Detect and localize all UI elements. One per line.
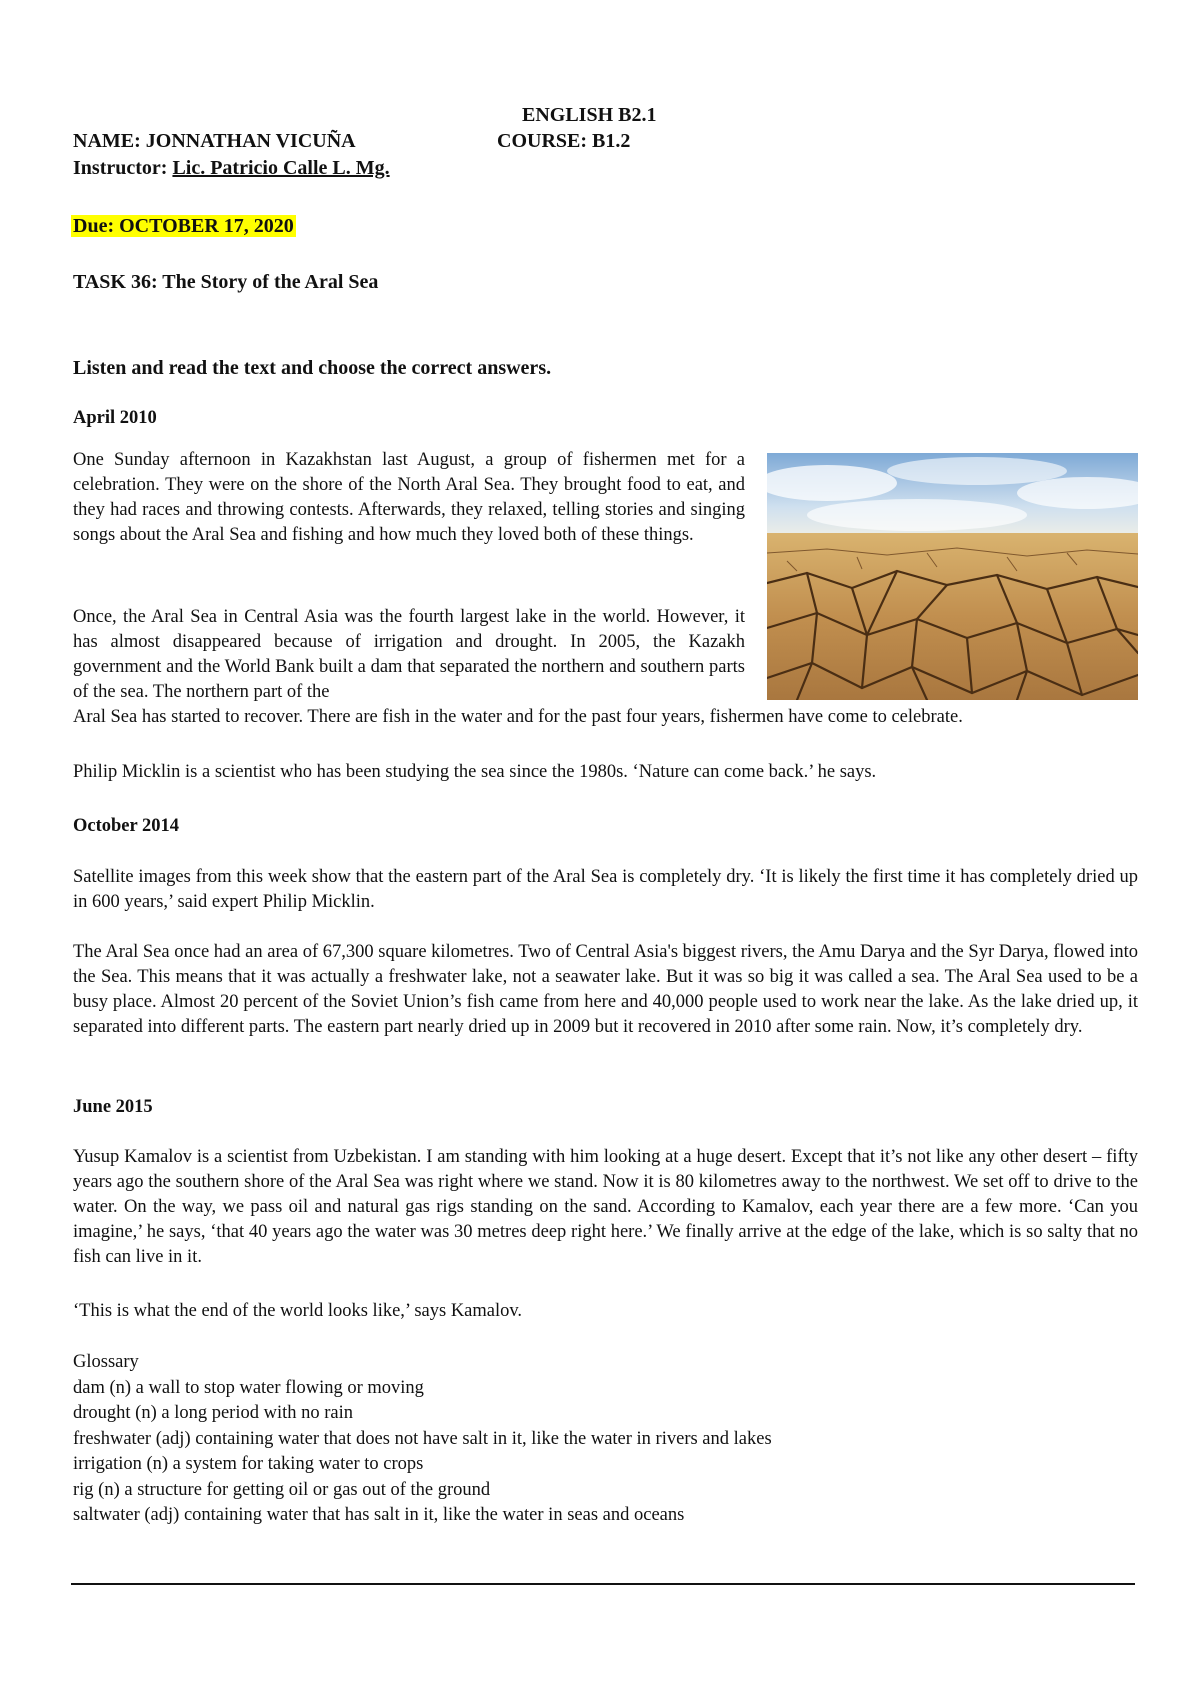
paragraph: One Sunday afternoon in Kazakhstan last August, a group of fishermen met for a celebration. They were on the shore of the North Aral Sea. They brought food to eat, and they had races and throwing contests. Afterwards, they relaxed, telling stories and singing songs about the Aral Sea and fishing and how much they loved both of these things. xyxy=(73,450,745,545)
instructions: Listen and read the text and choose the correct answers. xyxy=(73,357,552,379)
section-heading-april-2010: April 2010 xyxy=(73,408,157,428)
cracked-earth-photo xyxy=(767,453,1138,700)
due-date-highlight: Due: OCTOBER 17, 2020 xyxy=(73,215,294,237)
glossary-entry: dam (n) a wall to stop water flowing or moving xyxy=(73,1377,424,1398)
section-heading-june-2015: June 2015 xyxy=(73,1097,153,1117)
glossary xyxy=(73,1350,772,1529)
due-date xyxy=(71,215,296,238)
instructor-name: Lic. Patricio Calle L. Mg. xyxy=(172,157,390,179)
paragraph: Satellite images from this week show that the eastern part of the Aral Sea is completely dry. ‘It is likely the first time it has completely dried up in 600 years,’ said expert Philip Micklin. xyxy=(73,867,1138,912)
task-title: TASK 36: The Story of the Aral Sea xyxy=(73,271,379,293)
glossary-entry: rig (n) a structure for getting oil or gas out of the ground xyxy=(73,1479,491,1500)
glossary-entry: drought (n) a long period with no rain xyxy=(73,1403,354,1423)
instructor-label: Instructor: xyxy=(73,157,168,179)
section-heading-october-2014: October 2014 xyxy=(73,816,180,836)
paragraph: Philip Micklin is a scientist who has been studying the sea since the 1980s. ‘Nature can come back.’ he says. xyxy=(73,762,877,782)
glossary-title: Glossary xyxy=(73,1352,139,1372)
course-label: COURSE: B1.2 xyxy=(497,130,631,152)
glossary-entry: saltwater (adj) containing water that has salt in it, like the water in seas and oceans xyxy=(73,1505,685,1525)
subject-title: ENGLISH B2.1 xyxy=(522,104,657,126)
paragraph: The Aral Sea once had an area of 67,300 square kilometres. Two of Central Asia's biggest rivers, the Amu Darya and the Syr Darya, flowed into the Sea. This means that it was actually a freshwater lake, not a seawater lake. But it was so big it was called a sea. The Aral Sea used to be a busy place. Almost 20 percent of the Soviet Union’s fish came from here and 40,000 people used to work near the lake. As the lake dried up, it separated into different parts. The eastern part nearly dried up in 2009 but it recovered in 2010 after some rain. Now, it’s completely dry. xyxy=(73,942,1138,1037)
student-name: NAME: JONNATHAN VICUÑA xyxy=(73,130,356,152)
paragraph: Once, the Aral Sea in Central Asia was the fourth largest lake in the world. However, it has almost disappeared because of irrigation and drought. In 2005, the Kazakh government and the World Bank built a dam that separated the northern and southern parts of the sea. The northern part of the xyxy=(73,607,745,702)
glossary-entry: irrigation (n) a system for taking water to crops xyxy=(73,1454,424,1474)
paragraph: ‘This is what the end of the world looks like,’ says Kamalov. xyxy=(73,1301,523,1321)
instructor-line xyxy=(73,157,390,180)
paragraph: Aral Sea has started to recover. There are fish in the water and for the past four years, fishermen have come to celebrate. xyxy=(73,707,963,727)
footer-divider xyxy=(71,1583,1135,1585)
glossary-entry: freshwater (adj) containing water that does not have salt in it, like the water in rivers and lakes xyxy=(73,1428,772,1449)
paragraph: Yusup Kamalov is a scientist from Uzbekistan. I am standing with him looking at a huge desert. Except that it’s not like any other desert – fifty years ago the southern shore of the Aral Sea was right where we stand. Now it is 80 kilometres away to the northwest. We set off to drive to the water. On the way, we pass oil and natural gas rigs standing on the sand. According to Kamalov, each year there are a few more. ‘Can you imagine,’ he says, ‘that 40 years ago the water was 30 metres deep right here.’ We finally arrive at the edge of the lake, which is so salty that no fish can live in it. xyxy=(73,1147,1138,1267)
